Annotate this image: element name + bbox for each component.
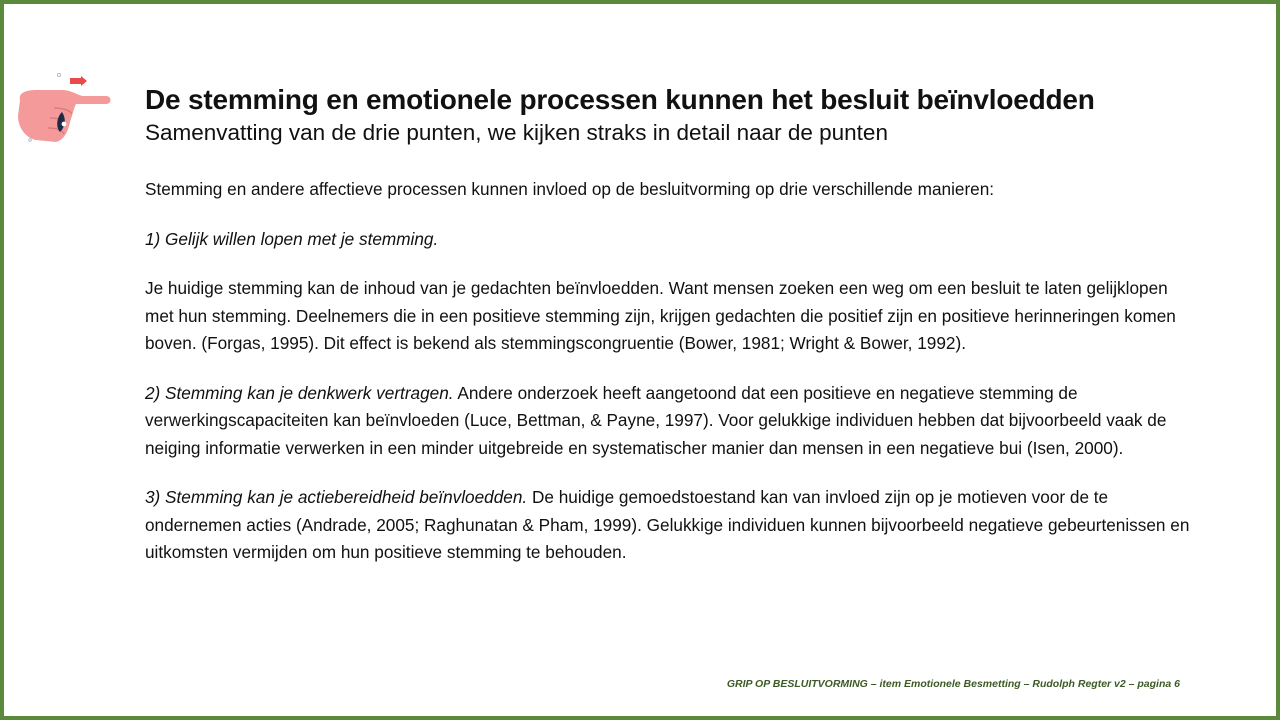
- point-2-paragraph: [145, 380, 1190, 463]
- point-1-heading-paragraph: [145, 226, 1190, 254]
- pointing-hand-icon: [14, 70, 114, 146]
- point-2-heading: 2) Stemming kan je denkwerk vertragen.: [145, 382, 454, 403]
- point-3-heading: 3) Stemming kan je actiebereidheid beïnvloedden.: [145, 487, 528, 507]
- point-1-text: Je huidige stemming kan de inhoud van je gedachten beïnvloedden. Want mensen zoeken een weg om een besluit te laten gelijklopen met hun stemming. Deelnemers die in een positieve stemming zijn, krijgen gedachten die positief zijn en positieve herinneringen komen boven. (Forgas, 1995). Dit effect is bekend als stemmingscongruentie (Bower, 1981; Wright & Bower, 1992).: [145, 278, 1176, 353]
- point-3-paragraph: [145, 484, 1190, 567]
- slide-subtitle: Samenvatting van de drie punten, we kijken straks in detail naar de punten: [145, 120, 888, 145]
- point-3-text: De huidige gemoedstoestand kan van invloed zijn op je motieven voor de te ondernemen acties (Andrade, 2005; Raghunatan & Pham, 1999). Gelukkige individuen kunnen bijvoorbeeld negatieve gebeurtenissen en uitkomsten vermijden om hun positieve stemming te behouden.: [145, 487, 1190, 562]
- slide-body: [145, 176, 1190, 589]
- point-1-heading: 1) Gelijk willen lopen met je stemming.: [145, 228, 439, 249]
- slide-footer: GRIP OP BESLUITVORMING – item Emotionele Besmetting – Rudolph Regter v2 – pagina 6: [726, 678, 1180, 690]
- point-2-text: Andere onderzoek heeft aangetoond dat een positieve en negatieve stemming de verwerkingscapaciteiten kan beïnvloeden (Luce, Bettman, & Payne, 1997). Voor gelukkige individuen hebben dat bijvoorbeeld vaak de neiging informatie verwerken in een minder uitgebreide en systematischer manier dan mensen in een negatieve bui (Isen, 2000).: [145, 382, 1167, 458]
- intro-paragraph: Stemming en andere affectieve processen kunnen invloed op de besluitvorming op drie verschillende manieren:: [145, 179, 995, 199]
- slide-title: De stemming en emotionele processen kunnen het besluit beïnvloedden: [145, 84, 1095, 115]
